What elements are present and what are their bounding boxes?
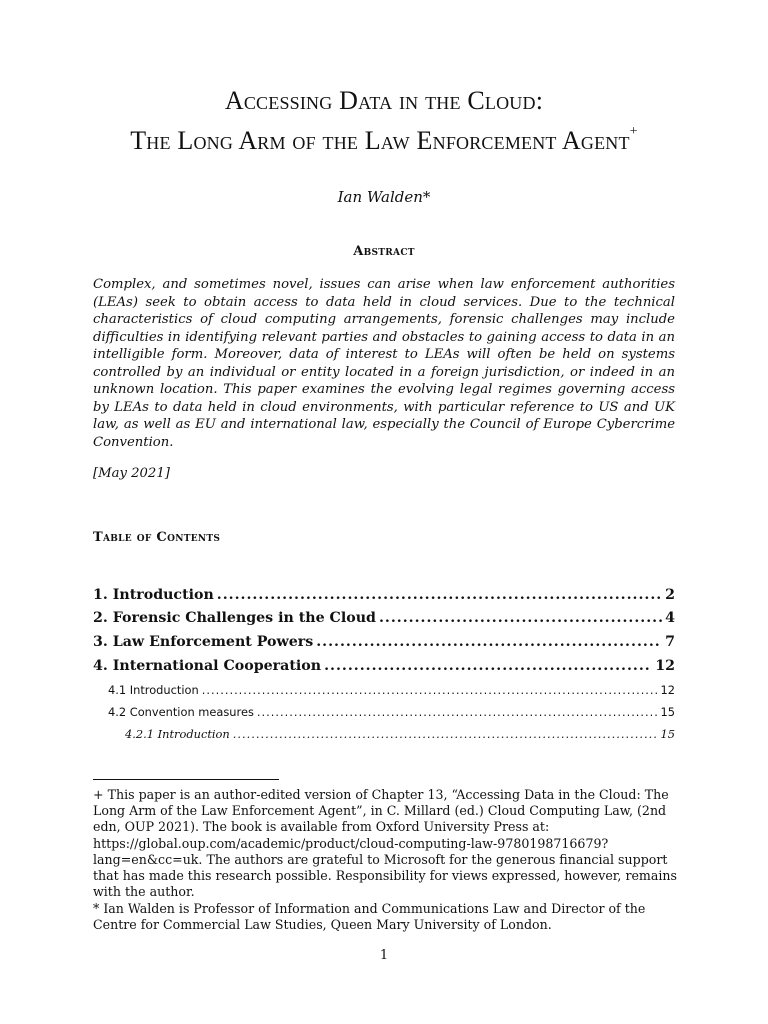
title-line-2-text: The Long Arm of the Law Enforcement Agent	[130, 126, 630, 155]
toc-leader-dots	[316, 634, 662, 650]
toc-entry-page: 12	[660, 683, 675, 697]
toc-entry-label: 4.2.1 Introduction	[125, 727, 230, 741]
toc-leader-dots	[324, 658, 652, 674]
page-number: 1	[379, 948, 389, 963]
author-name: Ian Walden*	[337, 188, 431, 206]
toc-heading: Table of Contents	[93, 530, 221, 545]
publication-date: [May 2021]	[93, 466, 170, 481]
footnote-mark: *	[93, 901, 100, 916]
abstract-heading: Abstract	[353, 244, 415, 259]
footnote-star	[93, 901, 683, 933]
toc-entry-label: 1. Introduction	[93, 587, 214, 603]
toc-entry-label: 4.2 Convention measures	[108, 705, 254, 719]
title-footnote-mark[interactable]: +	[629, 124, 638, 139]
toc-entry-label: 4. International Cooperation	[93, 658, 322, 674]
toc-entry-label: 4.1 Introduction	[108, 683, 199, 697]
toc-leader-dots	[233, 727, 658, 741]
footnote-text: This paper is an author-edited version of Chapter 13, “Accessing Data in the Cloud: The Long Arm of the Law Enforcement Agent”, in C. Millard (ed.) Cloud Computing Law, (2nd edn, OUP 2021). The book is available from Oxford University Press at: https://global.oup.com/academic/product/cloud-computing-law-9780198716679?lang=en&cc=uk. The authors are grateful to Microsoft for the generous financial support that has made this research possible. Responsibility for views expressed, however, remains with the author.	[93, 787, 677, 900]
toc-entry-international-cooperation[interactable]	[93, 658, 675, 674]
abstract-text: Complex, and sometimes novel, issues can arise when law enforcement authorities (LEAs) seek to obtain access to data held in cloud services. Due to the technical characteristics of cloud computing arrangements, forensic challenges may include difficulties in identifying relevant parties and obstacles to gaining access to data in an intelligible form. Moreover, data of interest to LEAs will often be held on systems controlled by an individual or entity located in a foreign jurisdiction, or indeed in an unknown location. This paper examines the evolving legal regimes governing access by LEAs to data held in cloud environments, with particular reference to US and UK law, as well as EU and international law, especially the Council of Europe Cybercrime Convention.	[93, 277, 675, 450]
toc-entry-forensic-challenges[interactable]	[93, 610, 675, 626]
footnote-separator	[93, 779, 279, 780]
toc-entry-4-1-introduction[interactable]	[108, 683, 675, 697]
toc-entry-4-2-1-introduction[interactable]	[125, 727, 675, 741]
footnote-plus	[93, 787, 683, 900]
toc-entry-page: 15	[660, 705, 675, 719]
toc-entry-law-enforcement-powers[interactable]	[93, 634, 675, 650]
footnote-text: Ian Walden is Professor of Information and Communications Law and Director of the Centre for Commercial Law Studies, Queen Mary University of London.	[93, 901, 646, 933]
toc-entry-page: 12	[655, 658, 675, 674]
toc-entry-page: 4	[665, 610, 675, 626]
toc-leader-dots	[257, 705, 658, 719]
footnote-mark: +	[93, 787, 104, 802]
toc-entry-label: 2. Forensic Challenges in the Cloud	[93, 610, 376, 626]
toc-entry-4-2-convention-measures[interactable]	[108, 705, 675, 719]
toc-entry-label: 3. Law Enforcement Powers	[93, 634, 314, 650]
toc-entry-introduction[interactable]	[93, 587, 675, 603]
toc-leader-dots	[217, 587, 662, 603]
paper-title-line-2	[0, 126, 768, 156]
toc-leader-dots	[202, 683, 658, 697]
toc-entry-page: 15	[660, 727, 675, 741]
toc-entry-page: 2	[665, 587, 675, 603]
title-line-1-text: Accessing Data in the Cloud:	[224, 86, 544, 115]
paper-title-line-1	[0, 86, 768, 116]
toc-leader-dots	[379, 610, 662, 626]
toc-entry-page: 7	[665, 634, 675, 650]
